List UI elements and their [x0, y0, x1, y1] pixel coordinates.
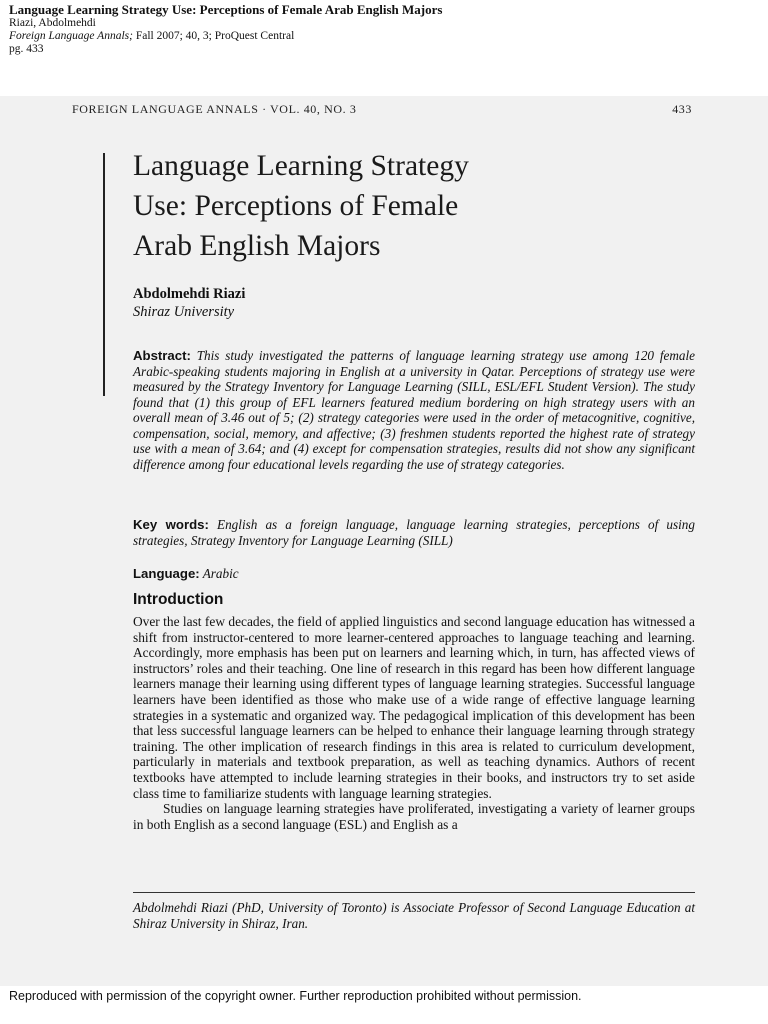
copyright-notice: Reproduced with permission of the copyright owner. Further reproduction prohibited without permission. [9, 989, 582, 1003]
language-label: Language: [133, 566, 200, 581]
introduction-body [133, 614, 695, 832]
footnote-rule [133, 892, 695, 893]
citation-header [9, 2, 759, 56]
paragraph: Studies on language learning strategies have proliferated, investigating a variety of learner groups in both English as a second language (ESL) and English as a [133, 801, 695, 832]
title-line: Language Learning Strategy [133, 150, 469, 182]
citation-source [9, 30, 759, 43]
citation-author: Riazi, Abdolmehdi [9, 17, 96, 29]
paragraph: Over the last few decades, the field of applied linguistics and second language education has witnessed a shift from instructor-centered to more learner-centered approaches to language teaching and learning. Accordingly, more emphasis has been put on learners and learning which, in turn, has affected views of instructors’ roles and their teaching. One line of research in this regard has been how different language learners manage their learning using different types of language learning strategies. Successful language learners have been identified as those who make use of a wide range of effective language learning strategies in a systematic and organized way. The pedagogical implication of this development has been that less successful language learners can be helped to enhance their language learning through strategy training. The other implication of research findings in this area is related to curriculum development, particularly in materials and textbook preparation, as well as teaching dynamics. Authors of recent textbooks have attempted to include learning strategies in their books, and instructors try to set aside class time to familiarize students with language learning strategies. [133, 614, 695, 801]
author-affiliation: Shiraz University [133, 304, 235, 320]
abstract [133, 348, 695, 472]
abstract-text: This study investigated the patterns of language learning strategy use among 120 female Arabic-speaking students majoring in English at a university in Qatar. Perceptions of strategy use were measured by the Strategy Inventory for Language Learning (SILL, ESL/EFL Student Version). The study found that (1) this group of EFL learners featured medium bordering on high strategy users with an overall mean of 3.46 out of 5; (2) strategy categories were used in the order of metacognitive, cognitive, compensation, social, memory, and affective; (3) freshmen students reported the highest rate of strategy use with a mean of 3.64; and (4) except for compensation strategies, results did not show any significant difference among four educational levels regarding the use of strategy categories. [133, 348, 695, 472]
keywords-text: English as a foreign language, language learning strategies, perceptions of using strategies, Strategy Inventory for Language Learning (SILL) [133, 517, 695, 548]
keywords [133, 517, 695, 548]
keywords-label: Key words: [133, 517, 209, 532]
author-block [133, 285, 245, 321]
article-title [133, 146, 653, 266]
title-line: Arab English Majors [133, 230, 381, 262]
citation-journal: Foreign Language Annals; [9, 30, 133, 42]
title-line: Use: Perceptions of Female [133, 190, 459, 222]
running-header [72, 102, 692, 117]
citation-details: Fall 2007; 40, 3; ProQuest Central [132, 30, 295, 42]
author-name: Abdolmehdi Riazi [133, 286, 246, 302]
abstract-label: Abstract: [133, 348, 191, 363]
title-rule [103, 153, 105, 396]
language-text: Arabic [202, 566, 239, 581]
citation-title: Language Learning Strategy Use: Perceptions of Female Arab English Majors [9, 2, 443, 17]
author-footnote: Abdolmehdi Riazi (PhD, University of Toronto) is Associate Professor of Second Language Education at Shiraz University in Shiraz, Iran. [133, 900, 695, 931]
language [133, 566, 695, 582]
introduction-heading: Introduction [133, 591, 224, 608]
citation-page: pg. 433 [9, 43, 44, 55]
page-number: 433 [672, 102, 692, 116]
scanned-page [0, 96, 768, 986]
running-header-journal: FOREIGN LANGUAGE ANNALS · VOL. 40, NO. 3 [72, 102, 357, 116]
